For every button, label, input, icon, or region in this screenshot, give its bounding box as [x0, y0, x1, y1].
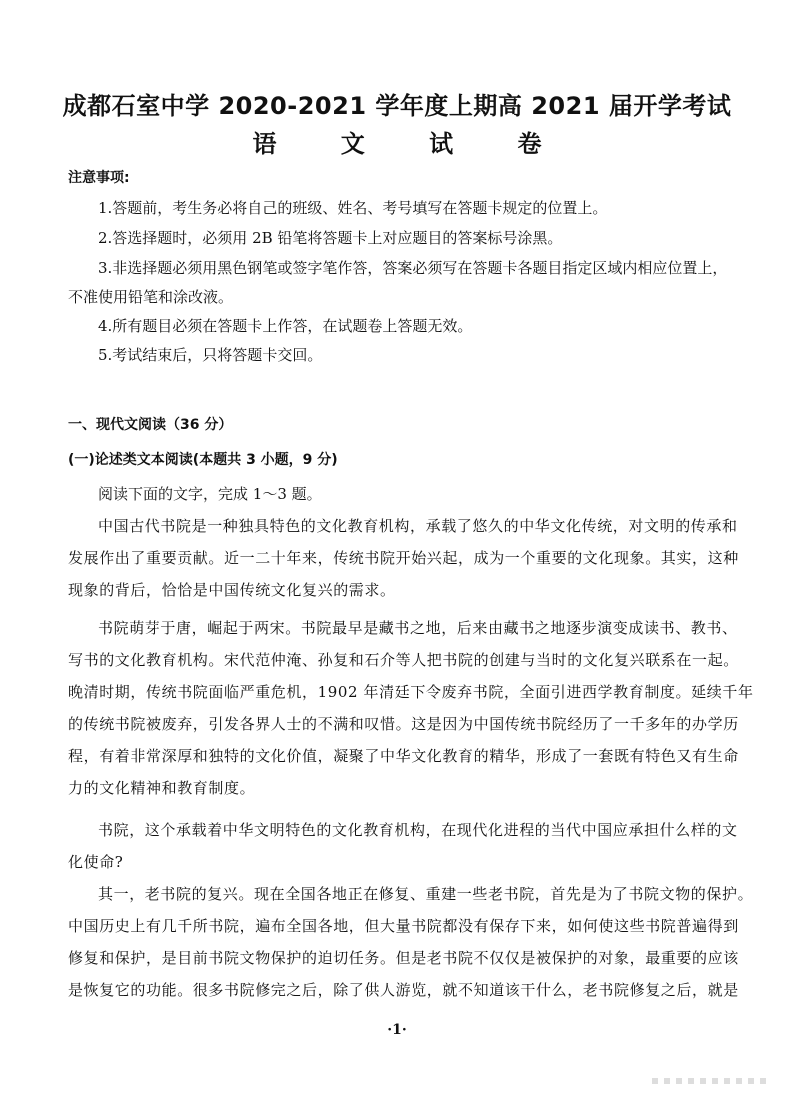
notice-item: 5.考试结束后，只将答题卡交回。	[98, 346, 323, 364]
page-number: ·1·	[387, 1022, 407, 1038]
section-heading: 一、现代文阅读（36 分）	[68, 417, 233, 433]
section-instruction: 阅读下面的文字，完成 1～3 题。	[98, 485, 322, 503]
exam-subtitle: 语 文 试 卷	[252, 130, 570, 158]
notice-item: 1.答题前，考生务必将自己的班级、姓名、考号填写在答题卡规定的位置上。	[98, 199, 608, 217]
paragraph-line: 中国古代书院是一种独具特色的文化教育机构，承载了悠久的中华文化传统，对文明的传承和	[98, 517, 738, 535]
section-subheading: (一)论述类文本阅读(本题共 3 小题，9 分)	[68, 452, 338, 468]
paragraph-line: 现象的背后，恰恰是中国传统文化复兴的需求。	[68, 581, 396, 599]
paragraph-line: 写书的文化教育机构。宋代范仲淹、孙复和石介等人把书院的创建与当时的文化复兴联系在一起。	[68, 651, 739, 669]
notice-item-continued: 不准使用铅笔和涂改液。	[68, 288, 234, 306]
faint-watermark	[652, 1078, 772, 1084]
paragraph-line: 书院萌芽于唐，崛起于两宋。书院最早是藏书之地，后来由藏书之地逐步演变成读书、教书、	[98, 619, 738, 637]
paragraph-line: 程，有着非常深厚和独特的文化价值，凝聚了中华文化教育的精华，形成了一套既有特色又有生命	[68, 747, 739, 765]
paragraph-line: 化使命?	[68, 853, 124, 871]
paragraph-line: 其一，老书院的复兴。现在全国各地正在修复、重建一些老书院，首先是为了书院文物的保护。	[98, 885, 754, 903]
exam-title: 成都石室中学 2020-2021 学年度上期高 2021 届开学考试	[62, 92, 732, 120]
paragraph-line: 晚清时期，传统书院面临严重危机，1902 年清廷下令废弃书院，全面引进西学教育制度。延续千年	[68, 683, 754, 701]
paragraph-line: 中国历史上有几千所书院，遍布全国各地，但大量书院都没有保存下来，如何使这些书院普遍得到	[68, 917, 739, 935]
paragraph-line: 修复和保护，是目前书院文物保护的迫切任务。但是老书院不仅仅是被保护的对象，最重要的应该	[68, 949, 739, 967]
paragraph-line: 的传统书院被废弃，引发各界人士的不满和叹惜。这是因为中国传统书院经历了一千多年的办学历	[68, 715, 739, 733]
paragraph-line: 是恢复它的功能。很多书院修完之后，除了供人游览，就不知道该干什么，老书院修复之后，就是	[68, 981, 739, 999]
notice-item: 4.所有题目必须在答题卡上作答，在试题卷上答题无效。	[98, 317, 473, 335]
paragraph-line: 发展作出了重要贡献。近一二十年来，传统书院开始兴起，成为一个重要的文化现象。其实，这种	[68, 549, 739, 567]
notice-item: 2.答选择题时，必须用 2B 铅笔将答题卡上对应题目的答案标号涂黑。	[98, 229, 563, 247]
notice-item: 3.非选择题必须用黑色钢笔或签字笔作答，答案必须写在答题卡各题目指定区域内相应位置上，	[98, 259, 728, 277]
paragraph-line: 力的文化精神和教育制度。	[68, 779, 256, 797]
notice-heading: 注意事项:	[68, 170, 130, 186]
paragraph-line: 书院，这个承载着中华文明特色的文化教育机构，在现代化进程的当代中国应承担什么样的文	[98, 821, 738, 839]
